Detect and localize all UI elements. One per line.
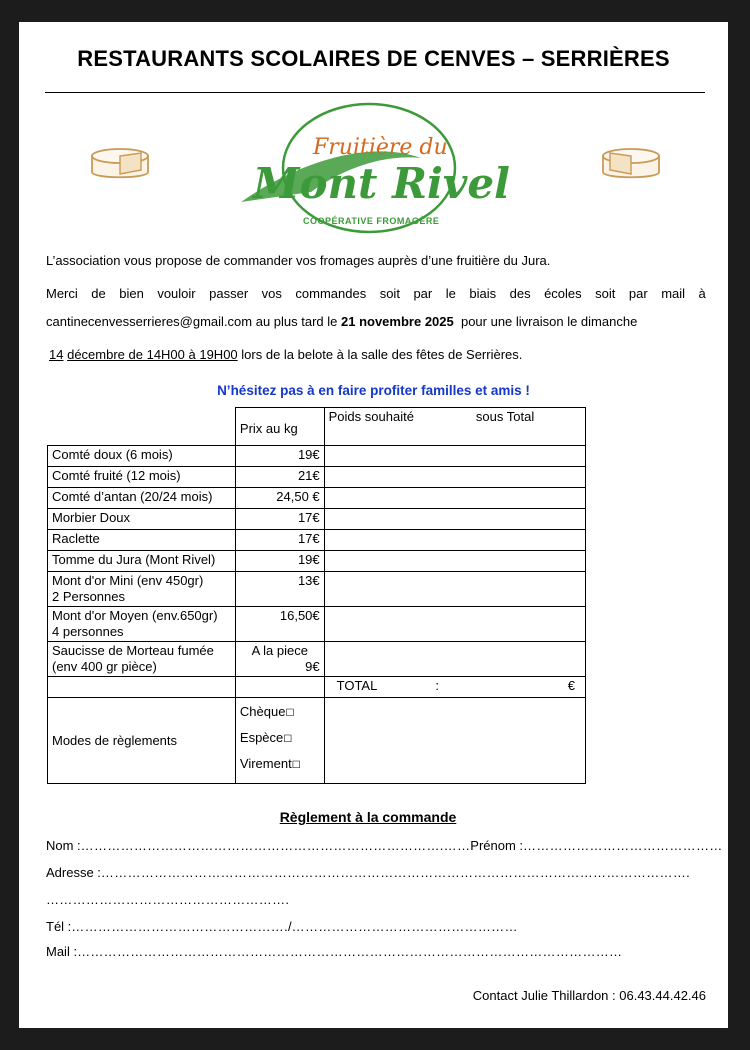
- request-word: à: [698, 286, 706, 301]
- product-name: Mont d'or Mini (env 450gr): [52, 573, 204, 588]
- title-divider: [45, 92, 705, 93]
- product-price: 16,50€: [235, 607, 324, 642]
- page-title: RESTAURANTS SCOLAIRES DE CENVES – SERRIÈRES: [77, 46, 670, 71]
- header-weight: Poids souhaité: [328, 409, 414, 424]
- checkbox-icon[interactable]: ☐: [291, 760, 301, 771]
- order-input-cell[interactable]: [324, 551, 585, 572]
- product-name: Comté d’antan (20/24 mois): [52, 489, 213, 504]
- intro-delivery-line: [49, 347, 709, 363]
- payment-option[interactable]: [240, 730, 320, 748]
- order-input-cell[interactable]: [324, 467, 585, 488]
- prenom-label: Prénom :: [470, 838, 524, 853]
- nom-field[interactable]: ……………………………………………………………………….……: [80, 838, 471, 853]
- request-word: biais: [469, 286, 497, 301]
- request-word: de: [91, 286, 106, 301]
- prenom-field[interactable]: ………………………………………: [523, 838, 723, 853]
- request-word: bien: [119, 286, 144, 301]
- product-row: [48, 467, 586, 488]
- tel-label: Tél :: [46, 919, 72, 934]
- tel-field-2[interactable]: ……………………………………………: [291, 919, 518, 934]
- order-table: [47, 407, 586, 784]
- tel-separator: /: [288, 919, 292, 934]
- product-price: 13€: [235, 572, 324, 607]
- product-name: Tomme du Jura (Mont Rivel): [52, 552, 216, 567]
- adresse-line[interactable]: [46, 865, 690, 880]
- cheese-wheel-icon: [87, 144, 153, 184]
- product-detail: (env 400 gr pièce): [52, 659, 157, 674]
- intro-request-line: [46, 286, 706, 302]
- email-text: cantinecenvesserrieres@gmail.com au plus tard le: [46, 314, 341, 329]
- request-word: le: [445, 286, 456, 301]
- intro-paragraph: L’association vous propose de commander vos fromages auprès d’une fruitière du Jura.: [46, 253, 551, 268]
- total-colon: :: [435, 678, 439, 693]
- order-input-cell[interactable]: [324, 530, 585, 551]
- delivery-day: 14: [49, 347, 64, 362]
- checkbox-icon[interactable]: ☐: [285, 708, 295, 719]
- table-header-row: [48, 408, 586, 446]
- product-row: [48, 488, 586, 509]
- request-word: des: [509, 286, 531, 301]
- product-name: Comté fruité (12 mois): [52, 468, 181, 483]
- request-word: par: [628, 286, 648, 301]
- product-detail: 4 personnes: [52, 624, 124, 639]
- product-price: 24,50 €: [235, 488, 324, 509]
- product-price: 19€: [235, 446, 324, 467]
- mail-field[interactable]: ……………………………………………………………………………………………………………: [77, 944, 623, 959]
- request-word: commandes: [295, 286, 367, 301]
- tel-line[interactable]: [46, 919, 518, 934]
- payment-row: [48, 698, 586, 784]
- product-name: Mont d'or Moyen (env.650gr): [52, 608, 218, 623]
- product-row: [48, 551, 586, 572]
- product-price: 17€: [235, 509, 324, 530]
- order-input-cell[interactable]: [324, 607, 585, 642]
- contact-info: Contact Julie Thillardon : 06.43.44.42.46: [472, 988, 706, 1003]
- product-price: 19€: [235, 551, 324, 572]
- request-word: par: [413, 286, 433, 301]
- request-word: vos: [261, 286, 282, 301]
- order-input-cell[interactable]: [324, 509, 585, 530]
- logo-bottom-text: COOPÉRATIVE FROMAGÈRE: [303, 216, 440, 226]
- adresse-label: Adresse :: [46, 865, 101, 880]
- product-row: [48, 572, 586, 607]
- request-word: mail: [661, 286, 686, 301]
- delivery-date: décembre de 14H00 à 19H00: [67, 347, 238, 362]
- sausage-row: [48, 642, 586, 677]
- product-price: 9€: [305, 659, 320, 674]
- product-name: Comté doux (6 mois): [52, 447, 173, 462]
- request-word: écoles: [544, 286, 582, 301]
- product-row: [48, 509, 586, 530]
- fruitiere-mont-rivel-logo: [231, 100, 521, 236]
- product-row: [48, 446, 586, 467]
- total-cell[interactable]: [324, 677, 585, 698]
- total-label: TOTAL: [336, 678, 378, 693]
- total-currency: €: [567, 678, 575, 693]
- checkbox-icon[interactable]: ☐: [283, 734, 293, 745]
- product-row: [48, 607, 586, 642]
- adresse-field-2[interactable]: ……………………………………………….: [46, 892, 290, 907]
- product-name: Raclette: [52, 531, 100, 546]
- payment-option[interactable]: [240, 756, 320, 774]
- nom-line[interactable]: [46, 838, 723, 853]
- price-label: A la piece: [251, 643, 308, 658]
- intro-deadline-line: [46, 314, 706, 330]
- payment-option[interactable]: [240, 704, 320, 722]
- order-input-cell[interactable]: [324, 572, 585, 607]
- order-input-cell[interactable]: [324, 488, 585, 509]
- product-detail: 2 Personnes: [52, 589, 125, 604]
- delivery-location: lors de la belote à la salle des fêtes de Serrières.: [241, 347, 523, 362]
- tel-field-1[interactable]: ………………………………………….: [71, 919, 289, 934]
- cheese-wheel-icon: [598, 144, 664, 184]
- payment-input-cell[interactable]: [324, 698, 585, 784]
- product-price: 21€: [235, 467, 324, 488]
- adresse-line-2[interactable]: [46, 892, 289, 907]
- logo-top-text: Fruitière du: [313, 135, 448, 160]
- header-subtotal: sous Total: [475, 409, 535, 424]
- order-input-cell[interactable]: [324, 446, 585, 467]
- document-page: [19, 22, 728, 1028]
- payment-option-label: Chèque: [239, 704, 286, 719]
- payment-label: Modes de règlements: [48, 698, 236, 784]
- delivery-text: pour une livraison le dimanche: [460, 314, 638, 329]
- request-word: Merci: [46, 286, 78, 301]
- logo-main-text: Mont Rivel: [253, 159, 511, 208]
- nom-label: Nom :: [46, 838, 81, 853]
- mail-label: Mail :: [46, 944, 78, 959]
- product-price: 17€: [235, 530, 324, 551]
- header-price: Prix au kg: [235, 408, 324, 446]
- payment-section-title: Règlement à la commande: [279, 809, 457, 825]
- payment-option-label: Espèce: [239, 730, 284, 745]
- product-row: [48, 530, 586, 551]
- request-word: passer: [209, 286, 249, 301]
- mail-line[interactable]: [46, 944, 622, 959]
- request-word: soit: [379, 286, 400, 301]
- order-input-cell[interactable]: [324, 642, 585, 677]
- product-name: Morbier Doux: [52, 510, 131, 525]
- adresse-field[interactable]: …………………………………………………………………………………………………………………….: [100, 865, 691, 880]
- deadline-date: 21 novembre 2025: [341, 314, 454, 329]
- product-name: Saucisse de Morteau fumée: [52, 643, 214, 658]
- request-word: soit: [595, 286, 616, 301]
- promo-text: N’hésitez pas à en faire profiter familles et amis !: [217, 383, 530, 398]
- total-row: [48, 677, 586, 698]
- header-weight-subtotal: [324, 408, 585, 446]
- payment-option-label: Virement: [239, 756, 292, 771]
- request-word: vouloir: [157, 286, 196, 301]
